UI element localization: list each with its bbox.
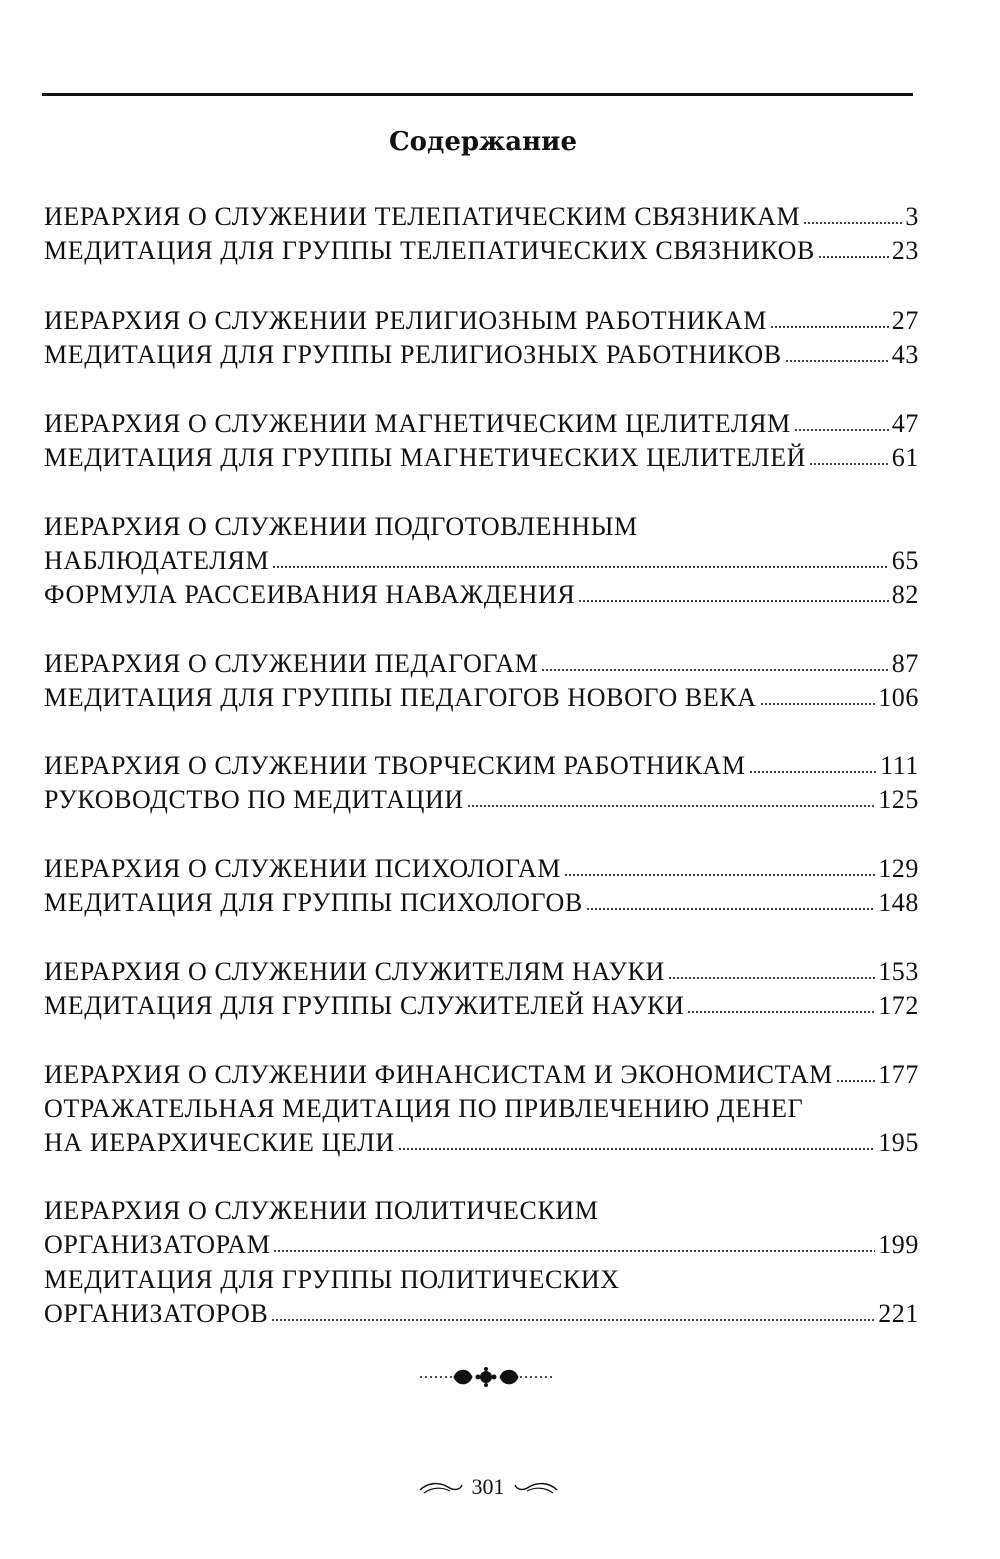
toc-entry[interactable] xyxy=(44,542,919,576)
toc-entry-title: ИЕРАРХИЯ О СЛУЖЕНИИ ПОЛИТИЧЕСКИМ xyxy=(44,1196,599,1225)
toc-entry-first-line[interactable] xyxy=(44,1192,919,1226)
leader-dots xyxy=(794,427,889,433)
leader-dots xyxy=(564,872,875,878)
page-number: 301 xyxy=(471,1474,505,1499)
toc-entry[interactable] xyxy=(44,953,919,987)
toc-entry-page: 61 xyxy=(891,443,919,472)
toc-entry-page: 125 xyxy=(878,785,919,814)
toc-entry-title: МЕДИТАЦИЯ ДЛЯ ГРУППЫ ТЕЛЕПАТИЧЕСКИХ СВЯЗНИКОВ xyxy=(44,236,815,265)
toc-entry-title: МЕДИТАЦИЯ ДЛЯ ГРУППЫ МАГНЕТИЧЕСКИХ ЦЕЛИТЕЛЕЙ xyxy=(44,443,807,472)
toc-entry-page: 195 xyxy=(878,1128,919,1157)
toc-entry-page: 27 xyxy=(891,306,919,335)
toc-entry-page: 177 xyxy=(878,1060,919,1089)
toc-entry-page: 221 xyxy=(878,1299,919,1328)
leader-dots xyxy=(541,667,888,673)
toc-entry-title: НАБЛЮДАТЕЛЯМ xyxy=(44,546,270,575)
page-title: Содержание xyxy=(388,127,578,157)
toc-entry-title: ИЕРАРХИЯ О СЛУЖЕНИИ ПЕДАГОГАМ xyxy=(44,649,539,678)
toc-entry-title: НА ИЕРАРХИЧЕСКИЕ ЦЕЛИ xyxy=(44,1128,395,1157)
toc-entry-title: ИЕРАРХИЯ О СЛУЖЕНИИ МАГНЕТИЧЕСКИМ ЦЕЛИТЕЛЯМ xyxy=(44,409,791,438)
toc-entry-title: ИЕРАРХИЯ О СЛУЖЕНИИ РЕЛИГИОЗНЫМ РАБОТНИКАМ xyxy=(44,306,767,335)
ornament-divider-icon xyxy=(418,1366,554,1388)
page-footer xyxy=(408,1472,568,1502)
toc-entry-page: 111 xyxy=(880,751,919,780)
leader-dots xyxy=(467,803,875,809)
toc-entry-page: 172 xyxy=(878,991,919,1020)
leader-dots xyxy=(836,1078,875,1084)
toc-entry-title: МЕДИТАЦИЯ ДЛЯ ГРУППЫ ПЕДАГОГОВ НОВОГО ВЕКА xyxy=(44,683,757,712)
toc-entry-page: 87 xyxy=(891,649,919,678)
toc-entry[interactable] xyxy=(44,405,919,439)
toc-entry-page: 3 xyxy=(905,202,919,231)
top-rule xyxy=(42,93,913,96)
toc-entry-page: 47 xyxy=(891,409,919,438)
leader-dots xyxy=(687,1009,875,1015)
toc-entry-page: 82 xyxy=(891,580,919,609)
toc-entry-title: МЕДИТАЦИЯ ДЛЯ ГРУППЫ РЕЛИГИОЗНЫХ РАБОТНИКОВ xyxy=(44,340,782,369)
toc-entry[interactable] xyxy=(44,1226,919,1260)
toc-entry-first-line[interactable] xyxy=(44,1090,919,1124)
toc-entry-first-line[interactable] xyxy=(44,1261,919,1295)
toc-entry[interactable] xyxy=(44,850,919,884)
toc-entry-title: РУКОВОДСТВО ПО МЕДИТАЦИИ xyxy=(44,785,464,814)
toc-entry[interactable] xyxy=(44,1056,919,1090)
leader-dots xyxy=(578,598,889,604)
toc-entry-title: ОТРАЖАТЕЛЬНАЯ МЕДИТАЦИЯ ПО ПРИВЛЕЧЕНИЮ ДЕНЕГ xyxy=(44,1094,804,1123)
toc-entry-first-line[interactable] xyxy=(44,508,919,542)
toc-entry-title: ИЕРАРХИЯ О СЛУЖЕНИИ ФИНАНСИСТАМ И ЭКОНОМИСТАМ xyxy=(44,1060,833,1089)
toc-entry[interactable] xyxy=(44,747,919,781)
leader-dots xyxy=(272,564,889,570)
toc-entry-page: 23 xyxy=(891,236,919,265)
toc-entry[interactable] xyxy=(44,439,919,473)
leader-dots xyxy=(785,358,889,364)
toc-entry-title: ИЕРАРХИЯ О СЛУЖЕНИИ СЛУЖИТЕЛЯМ НАУКИ xyxy=(44,957,665,986)
toc-entry[interactable] xyxy=(44,1295,919,1329)
leader-dots xyxy=(760,701,876,707)
toc-entry-page: 106 xyxy=(878,683,919,712)
left-swirl-icon xyxy=(418,1478,464,1496)
toc-entry-title: ИЕРАРХИЯ О СЛУЖЕНИИ ПСИХОЛОГАМ xyxy=(44,854,561,883)
toc-entry[interactable] xyxy=(44,198,919,232)
toc-entry[interactable] xyxy=(44,1124,919,1158)
toc-entry-title: МЕДИТАЦИЯ ДЛЯ ГРУППЫ СЛУЖИТЕЛЕЙ НАУКИ xyxy=(44,991,685,1020)
toc-entry-page: 148 xyxy=(878,888,919,917)
toc-entry[interactable] xyxy=(44,645,919,679)
leader-dots xyxy=(749,769,877,775)
toc-entry-title: МЕДИТАЦИЯ ДЛЯ ГРУППЫ ПОЛИТИЧЕСКИХ xyxy=(44,1265,620,1294)
toc-entry-page: 199 xyxy=(878,1230,919,1259)
toc-entry-page: 65 xyxy=(891,546,919,575)
leader-dots xyxy=(770,324,889,330)
toc-entry[interactable] xyxy=(44,302,919,336)
toc-entry-title: ОРГАНИЗАТОРАМ xyxy=(44,1230,271,1259)
toc-entry[interactable] xyxy=(44,232,919,266)
leader-dots xyxy=(273,1248,875,1254)
toc-entry-title: МЕДИТАЦИЯ ДЛЯ ГРУППЫ ПСИХОЛОГОВ xyxy=(44,888,583,917)
leader-dots xyxy=(271,1317,875,1323)
toc-entry-page: 43 xyxy=(891,340,919,369)
toc-entry-title: ИЕРАРХИЯ О СЛУЖЕНИИ ТВОРЧЕСКИМ РАБОТНИКАМ xyxy=(44,751,746,780)
toc-entry-page: 153 xyxy=(878,957,919,986)
toc-entry[interactable] xyxy=(44,987,919,1021)
leader-dots xyxy=(818,254,889,260)
right-swirl-icon xyxy=(513,1478,559,1496)
toc-entry-title: ИЕРАРХИЯ О СЛУЖЕНИИ ПОДГОТОВЛЕННЫМ xyxy=(44,512,638,541)
leader-dots xyxy=(668,975,875,981)
leader-dots xyxy=(809,461,889,467)
leader-dots xyxy=(803,220,902,226)
toc-entry[interactable] xyxy=(44,336,919,370)
toc-entry-title: ИЕРАРХИЯ О СЛУЖЕНИИ ТЕЛЕПАТИЧЕСКИМ СВЯЗНИКАМ xyxy=(44,202,801,231)
leader-dots xyxy=(586,906,875,912)
toc-entry[interactable] xyxy=(44,576,919,610)
toc-entry-title: ОРГАНИЗАТОРОВ xyxy=(44,1299,269,1328)
toc-entry-title: ФОРМУЛА РАССЕИВАНИЯ НАВАЖДЕНИЯ xyxy=(44,580,576,609)
toc-entry[interactable] xyxy=(44,781,919,815)
toc-entry[interactable] xyxy=(44,679,919,713)
leader-dots xyxy=(398,1146,875,1152)
toc-entry-page: 129 xyxy=(878,854,919,883)
toc-entry[interactable] xyxy=(44,884,919,918)
